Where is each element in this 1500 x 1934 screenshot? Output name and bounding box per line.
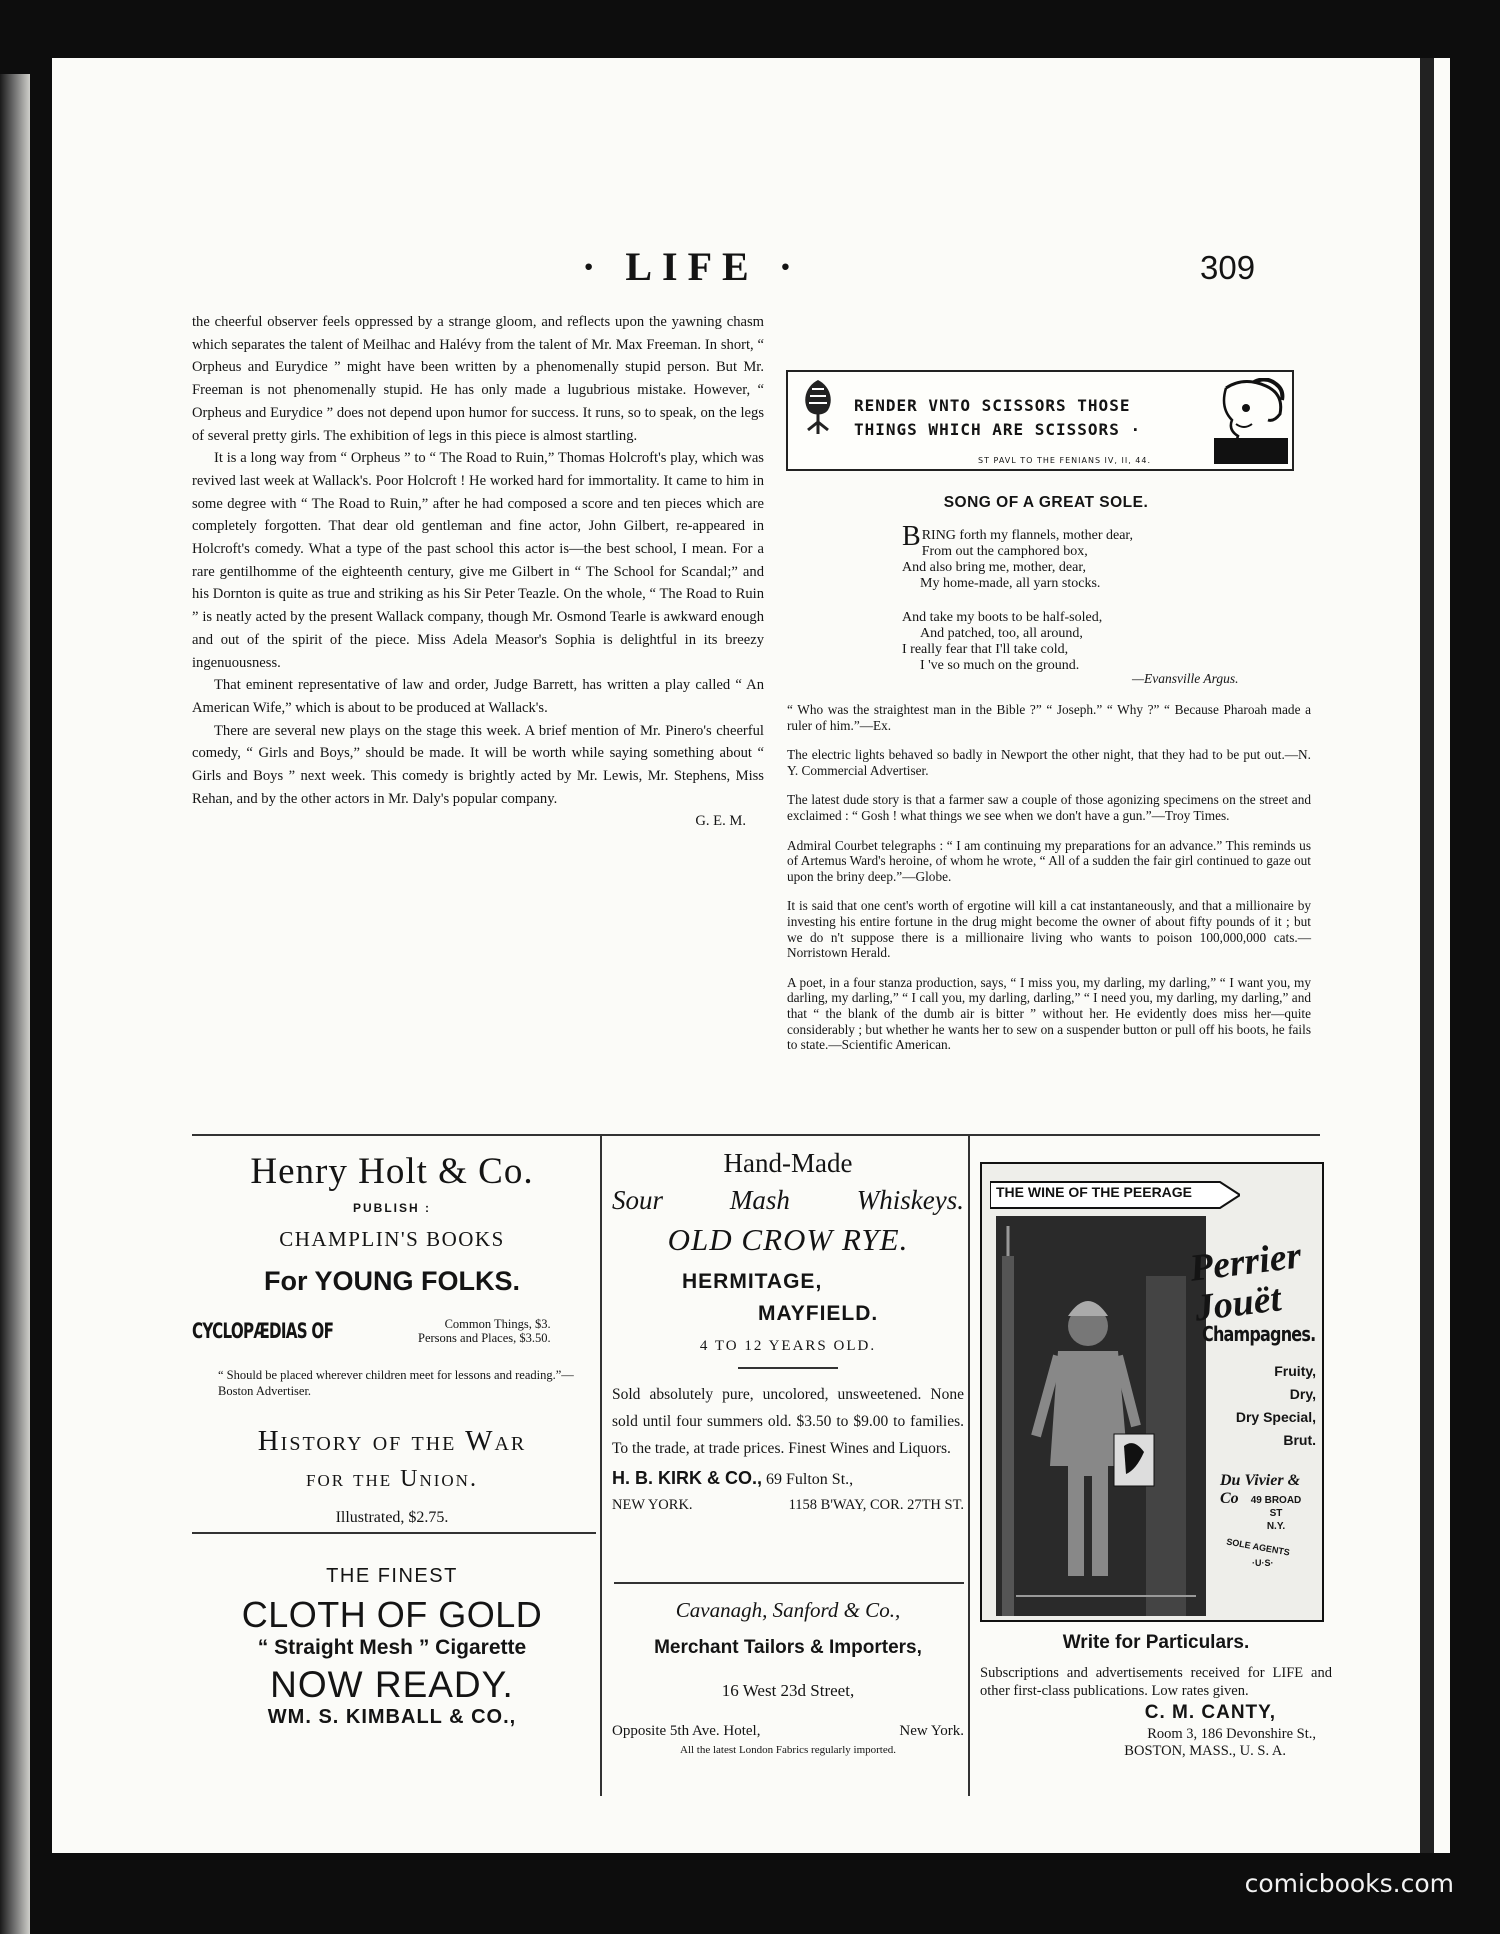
poem-line: And take my boots to be half-soled, [902, 610, 1103, 625]
ad-separator-rule [614, 1582, 964, 1584]
joke-item: The latest dude story is that a farmer saw a couple of those agonizing specimens on the street and exclaimed : “ Gosh ! what things we see when we don't have a gun.”—Troy Times. [787, 792, 1311, 823]
perrier-name [1188, 1235, 1309, 1328]
ad-henry-holt [192, 1146, 592, 1729]
perrier-us: ·U·S· [1252, 1558, 1274, 1568]
perrier-sole-agents: SOLE AGENTS [1225, 1536, 1291, 1558]
canty-write: Write for Particulars. [1062, 1632, 1250, 1653]
sour-word: Mash [729, 1185, 790, 1215]
cyclo-item: Persons and Places, $3.50. [418, 1331, 551, 1345]
kimball-cloth-of-gold: CLOTH OF GOLD [241, 1594, 543, 1635]
left-article-column [192, 311, 764, 833]
kimball-straight-mesh: “ Straight Mesh ” Cigarette [257, 1636, 527, 1659]
banner-text [854, 394, 1194, 442]
sour-word: Whiskeys. [856, 1185, 964, 1215]
article-signature: G. E. M. [695, 813, 746, 830]
poem-line: My home-made, all yarn stocks. [920, 576, 1101, 591]
left-page-edge [0, 74, 30, 1934]
kirk-firm [612, 1468, 964, 1489]
perrier-grade: Fruity, [1274, 1363, 1316, 1379]
kimball-finest: THE FINEST [326, 1565, 458, 1587]
poem-line: I really fear that I'll take cold, [902, 642, 1069, 657]
joke-item: The electric lights behaved so badly in Newport the other night, that they had to be put out.—N. Y. Commercial Advertiser. [787, 747, 1311, 778]
holt-price: Illustrated, $2.75. [335, 1509, 449, 1526]
ads-top-rule [192, 1134, 1320, 1136]
cavanagh-opposite-line [612, 1723, 964, 1740]
kimball-maker: WM. S. KIMBALL & CO., [267, 1706, 517, 1728]
article-paragraph: There are several new plays on the stage this week. A brief mention of Mr. Pinero's cheerful comedy, “ Girls and Boys,” should be made. It will be worth while saying something about “ Girls and Boys ” next week. This comedy is brightly acted by Mr. Lewis, Mr. Stephens, Miss Rehan, and by the other actors in Mr. Daly's popular company. [192, 722, 764, 807]
kirk-hermitage: HERMITAGE, [682, 1270, 823, 1293]
ad-perrier-jouet [980, 1162, 1324, 1622]
ads-divider-rule [600, 1136, 602, 1796]
kirk-ny: NEW YORK. [612, 1496, 693, 1513]
cyclo-label: CYCLOPÆDIAS OF [192, 1319, 334, 1343]
perrier-agent-address [1246, 1494, 1306, 1533]
page-number: 309 [1200, 249, 1256, 286]
page-gutter [1420, 58, 1434, 1853]
cavanagh-merchant: Merchant Tailors & Importers, [654, 1637, 922, 1658]
perrier-agent-name: Du Vivier & Co [1220, 1472, 1301, 1507]
scissors-banner [786, 370, 1294, 471]
kirk-hand-made: Hand-Made [723, 1148, 853, 1178]
kirk-sour-mash [612, 1185, 964, 1216]
kimball-now-ready: NOW READY. [270, 1664, 514, 1705]
kirk-ny-line [612, 1497, 964, 1514]
kirk-rule [738, 1367, 838, 1369]
joke-item: Admiral Courbet telegraphs : “ I am continuing my preparations for an advance.” This reminds us of Artemus Ward's heroine, of whom he wrote, “ All of a sudden the fair girl continued to gaze out upon the briny deep.”—Globe. [787, 837, 1311, 884]
holt-champlin: CHAMPLIN'S BOOKS [279, 1227, 505, 1251]
canty-room: Room 3, 186 Devonshire St., [1147, 1726, 1316, 1742]
kirk-mayfield: MAYFIELD. [758, 1302, 879, 1325]
ad-kirk-whiskeys [612, 1146, 964, 1514]
cavanagh-name: Cavanagh, Sanford & Co., [675, 1598, 901, 1622]
cavanagh-fabrics: All the latest London Fabrics regularly imported. [680, 1744, 896, 1756]
perrier-address-line: N.Y. [1266, 1521, 1286, 1532]
kirk-firm-address: 69 Fulton St., [766, 1470, 854, 1488]
poem-dropcap: B [902, 521, 921, 552]
banner-line: RENDER VNTO SCISSORS THOSE [854, 396, 1131, 415]
article-paragraph: That eminent representative of law and order, Judge Barrett, has written a play called “ An American Wife,” which is about to be produced at Wallack's. [192, 677, 764, 716]
cavanagh-ny: New York. [899, 1723, 964, 1739]
perrier-wine-of-the-peerage: THE WINE OF THE PEERAGE [996, 1184, 1193, 1200]
perrier-grades [1204, 1360, 1316, 1452]
poem-title: SONG OF A GREAT SOLE. [943, 494, 1149, 511]
poem-line: RING forth my flannels, mother dear, [921, 528, 1134, 543]
perrier-address-line: 49 BROAD ST [1250, 1495, 1302, 1519]
masthead-title: · LIFE · [582, 244, 803, 289]
kirk-description: Sold absolutely pure, uncolored, unsweetened. None sold until four summers old. $3.50 to $9.00 to families. To the trade, at trade prices. Finest Wines and Liquors. [612, 1385, 964, 1457]
kirk-bway: 1158 B'WAY, COR. 27TH ST. [788, 1496, 964, 1513]
ads-divider-rule [968, 1136, 970, 1796]
holt-publish: PUBLISH : [353, 1201, 431, 1215]
joke-item: A poet, in a four stanza production, says, “ I miss you, my darling, my darling,” “ I want you, my darling, my darling,” “ I call you, my darling, darling,” “ I need you, my darling, my darling,” and that “ the blank of the dumb air is bitter ” without her. He evidently does miss her—quite considerably ; but whether he wants her to sew on a suspender button or pull off his boots, he fails to state.—Scientific American. [787, 974, 1311, 1053]
article-paragraph: It is a long way from “ Orpheus ” to “ The Road to Ruin,” Thomas Holcroft's play, which was revived last week at Wallack's. Poor Holcroft ! He worked hard for immortality. It came to him in some degree with “ The Road to Ruin,” after he had composed a score and ten pieces which are completely forgotten. That dear old gentleman and fine actor, John Gilbert, re-appeared in Holcroft's comedy. What a type of the past school this actor is—the best school, I mean. For a rare gentilhomme of the eighteenth century, give me Gilbert in “ The School for Scandal;” and his Dornton is quite as true and striking as his Sir Peter Teazle. On the whole, “ The Road to Ruin ” is neatly acted by the present Wallack company, though Mr. Osmond Tearle is awkward enough and out of the spirit of the piece. Miss Adela Measor's Sophia is delightful in its breezy ingenuousness. [192, 450, 764, 671]
sour-word: Sour [612, 1185, 664, 1215]
holt-history-title: History of the War [257, 1425, 527, 1457]
poem [902, 521, 1202, 674]
cyclo-items [418, 1317, 551, 1345]
site-watermark: comicbooks.com [1244, 1869, 1454, 1898]
article-paragraph: the cheerful observer feels oppressed by a strange gloom, and reflects upon the yawning chasm which separates the talent of Meilhac and Halévy from the talent of Mr. Max Freeman. In short, “ Orpheus and Eurydice ” might have been written by a phenomenally stupid person. But Mr. Freeman is not phenomenally stupid. He has only made a lugubrious mistake. However, “ Orpheus and Eurydice ” does not depend upon humor for success. It runs, so to speak, on the legs of several pretty girls. The exhibition of legs in this piece is almost startling. [192, 314, 764, 444]
joke-item: It is said that one cent's worth of ergotine will kill a cat instantaneously, and that a millionaire by investing his entire fortune in the drug might become the owner of about fifty pounds of it ; but we do n't suppose there is a millionaire living who wants to poison 100,000,000 cats.—Norristown Herald. [787, 898, 1311, 961]
poem-credit: —Evansville Argus. [1132, 671, 1239, 686]
poem-line: And also bring me, mother, dear, [902, 560, 1086, 575]
canty-subscriptions: Subscriptions and advertisements received for LIFE and other first-class publications. Low rates given. [980, 1665, 1332, 1699]
thistle-ornament-icon [794, 376, 842, 436]
holt-cyclopaedias [192, 1315, 592, 1355]
cavanagh-opposite: Opposite 5th Ave. Hotel, [612, 1723, 761, 1739]
banner-line: THINGS WHICH ARE SCISSORS · [854, 420, 1142, 439]
poem-line: I 've so much on the ground. [920, 658, 1080, 673]
perrier-champagnes: Champagnes. [1202, 1322, 1316, 1346]
page-header [52, 243, 1450, 303]
perrier-grade: Brut. [1283, 1432, 1316, 1448]
holt-young-folks: For YOUNG FOLKS. [263, 1266, 520, 1296]
perrier-word: Perrier [1187, 1234, 1304, 1290]
holt-history-subtitle: for the Union. [306, 1466, 478, 1492]
jouet-word: Jouët [1192, 1277, 1284, 1330]
caricature-face-icon [1214, 378, 1288, 464]
canty-boston: BOSTON, MASS., U. S. A. [1124, 1743, 1286, 1759]
perrier-grade: Dry Special, [1235, 1409, 1316, 1425]
kirk-old-crow: OLD CROW RYE. [667, 1222, 909, 1257]
poem-line: And patched, too, all around, [920, 626, 1083, 641]
kirk-firm-name: H. B. KIRK & CO., [612, 1467, 763, 1488]
canty-name: C. M. CANTY, [1144, 1702, 1276, 1723]
kirk-years: 4 TO 12 YEARS OLD. [699, 1338, 877, 1354]
magazine-page [52, 58, 1450, 1853]
holt-name: Henry Holt & Co. [250, 1151, 534, 1192]
banner-citation: ST PAVL TO THE FENIANS IV, II, 44. [978, 456, 1152, 465]
joke-item: “ Who was the straightest man in the Bible ?” “ Joseph.” “ Why ?” “ Because Pharoah made a ruler of him.”—Ex. [787, 702, 1311, 733]
cyclo-item: Common Things, $3. [444, 1317, 551, 1331]
poem-line: From out the camphored box, [921, 544, 1088, 559]
cavanagh-address: 16 West 23d Street, [721, 1681, 855, 1700]
knight-illustration [996, 1216, 1206, 1616]
jokes-list [787, 702, 1311, 1067]
ad-cavanagh-sanford [612, 1598, 964, 1756]
perrier-grade: Dry, [1289, 1386, 1316, 1402]
ad-canty [980, 1632, 1332, 1760]
holt-quote: “ Should be placed wherever children meet for lessons and reading.”—Boston Advertiser. [218, 1368, 574, 1398]
